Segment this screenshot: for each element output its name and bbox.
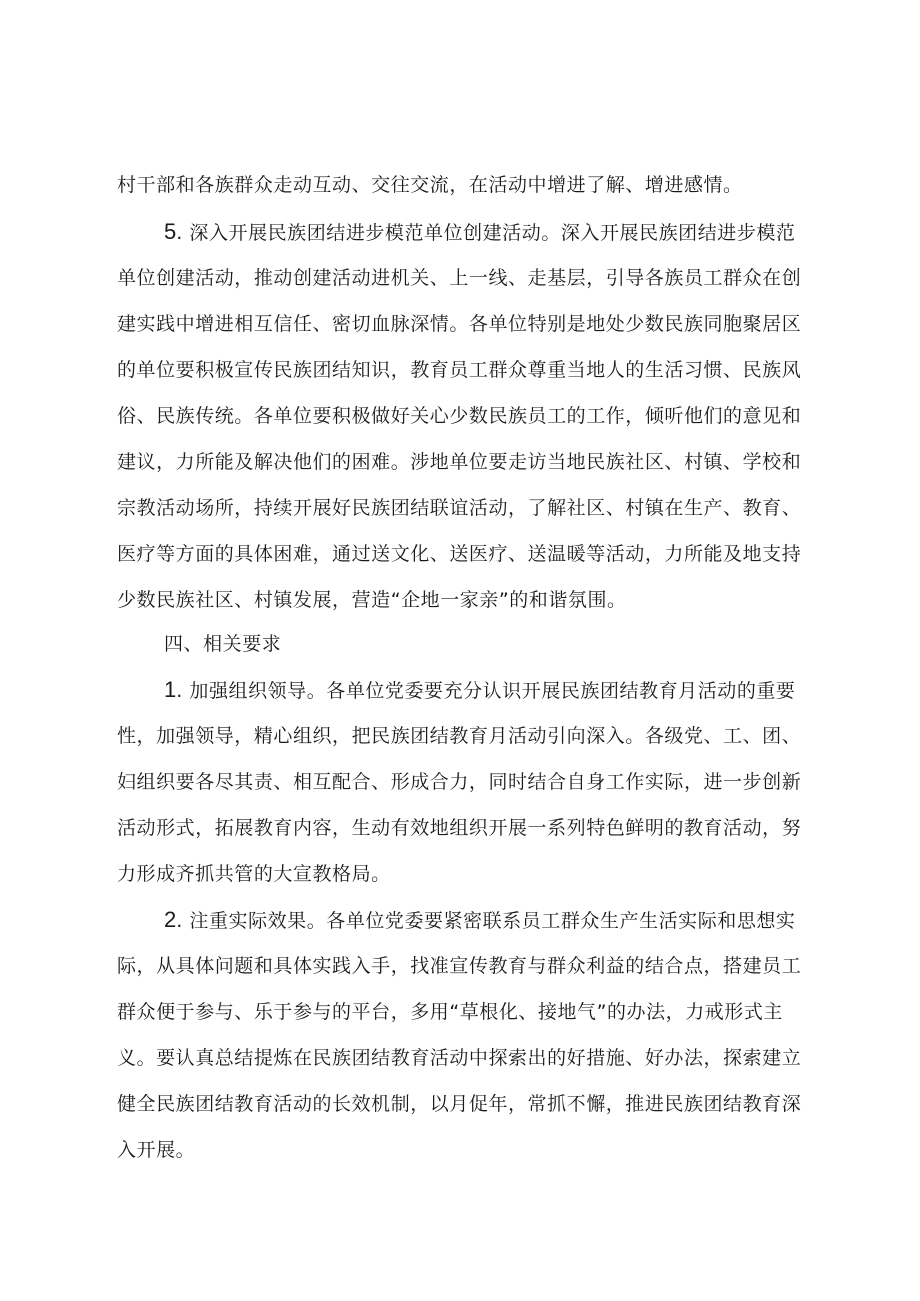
paragraph-line: 活动形式，拓展教育内容，生动有效地组织开展一系列特色鲜明的教育活动，努 xyxy=(117,817,802,839)
paragraph-line: 建实践中增进相互信任、密切血脉深情。各单位特别是地处少数民族同胞聚居区 xyxy=(117,313,802,335)
paragraph-line: 性，加强领导，精心组织，把民族团结教育月活动引向深入。各级党、工、团、 xyxy=(117,725,802,747)
req-1-text: . 加强组织领导。各单位党委要充分认识开展民族团结教育月活动的重要 xyxy=(176,680,796,702)
paragraph-line: 宗教活动场所，持续开展好民族团结联谊活动，了解社区、村镇在生产、教育、 xyxy=(117,497,802,519)
paragraph-line: 俗、民族传统。各单位要积极做好关心少数民族员工的工作，倾听他们的意见和 xyxy=(117,405,802,427)
paragraph-line: 群众便于参与、乐于参与的平台，多用“草根化、接地气”的办法，力戒形式主 xyxy=(117,1001,783,1023)
item-number: 1 xyxy=(164,677,177,702)
section-heading: 四、相关要求 xyxy=(164,633,282,655)
paragraph-line: 村干部和各族群众走动互动、交往交流，在活动中增进了解、增进感情。 xyxy=(117,174,743,196)
paragraph-line: 健全民族团结教育活动的长效机制，以月促年，常抓不懈，推进民族团结教育深 xyxy=(117,1093,802,1115)
item-5-first-line xyxy=(164,220,864,245)
paragraph-line: 义。要认真总结提炼在民族团结教育活动中探索出的好措施、好办法，探索建立 xyxy=(117,1047,802,1069)
item-number: 2 xyxy=(164,907,177,932)
paragraph-line: 建议，力所能及解决他们的困难。涉地单位要走访当地民族社区、村镇、学校和 xyxy=(117,451,802,473)
req-1-first-line xyxy=(164,678,864,703)
paragraph-line: 的单位要积极宣传民族团结知识，教育员工群众尊重当地人的生活习惯、民族风 xyxy=(117,359,802,381)
paragraph-line: 少数民族社区、村镇发展，营造“企地一家亲”的和谐氛围。 xyxy=(117,589,627,611)
req-2-text: . 注重实际效果。各单位党委要紧密联系员工群众生产生活实际和思想实 xyxy=(176,910,796,932)
paragraph-line: 单位创建活动，推动创建活动进机关、上一线、走基层，引导各族员工群众在创 xyxy=(117,267,802,289)
req-2-first-line xyxy=(164,908,864,933)
paragraph-line: 医疗等方面的具体困难，通过送文化、送医疗、送温暖等活动，力所能及地支持 xyxy=(117,543,802,565)
item-5-text: . 深入开展民族团结进步模范单位创建活动。深入开展民族团结进步模范 xyxy=(176,222,796,244)
paragraph-line: 入开展。 xyxy=(117,1139,196,1161)
paragraph-line: 力形成齐抓共管的大宣教格局。 xyxy=(117,863,391,885)
paragraph-line: 际，从具体问题和具体实践入手，找准宣传教育与群众利益的结合点，搭建员工 xyxy=(117,955,802,977)
item-number: 5 xyxy=(164,219,177,244)
paragraph-line: 妇组织要各尽其责、相互配合、形成合力，同时结合自身工作实际，进一步创新 xyxy=(117,771,802,793)
